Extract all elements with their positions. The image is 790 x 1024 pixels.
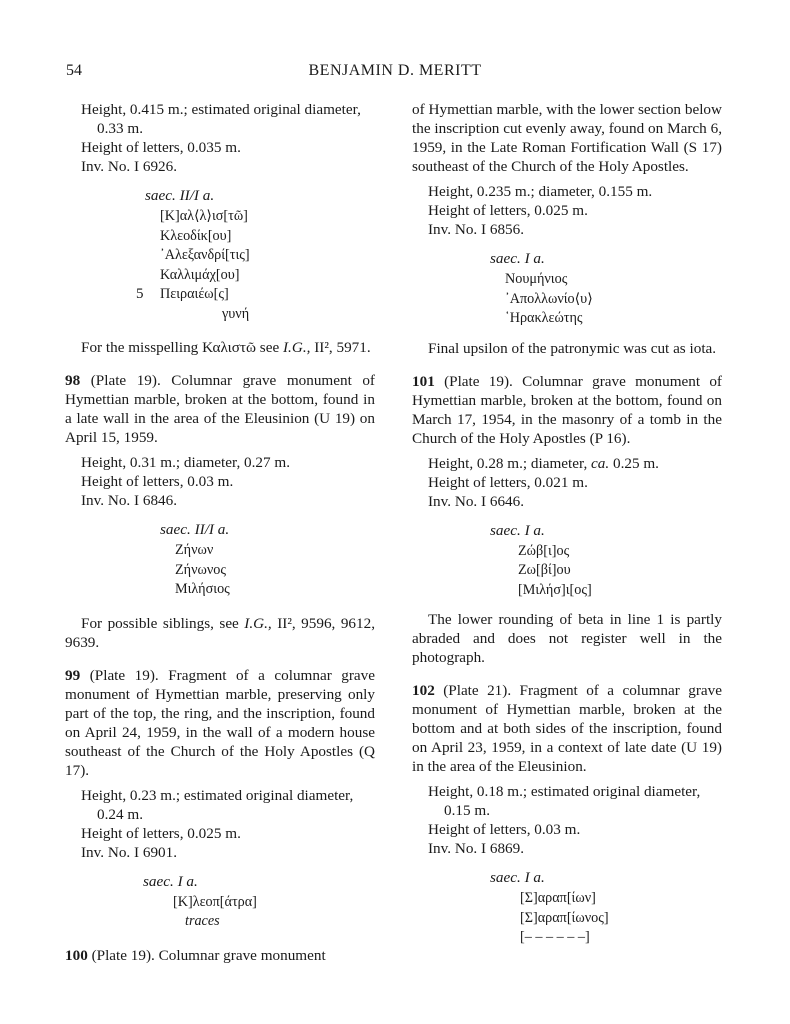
measure-line: Height of letters, 0.035 m. — [81, 139, 241, 156]
entry-100-text-block — [412, 249, 722, 329]
measure-line: Height of letters, 0.03 m. — [81, 473, 234, 490]
measure-line: 0.15 m. — [444, 802, 490, 819]
greek-line: Ζήνωνος — [175, 561, 226, 578]
measure-line: Height, 0.31 m.; diameter, 0.27 m. — [81, 454, 291, 471]
entry-98-text-block — [65, 520, 375, 600]
measure-line: 0.24 m. — [97, 805, 143, 823]
entry-98-description: 98 (Plate 19). Columnar grave monument of Hymettian marble, broken at the bottom, found in a late wall in the area of the Eleusinion (U 19) on April 15, 1959. — [65, 372, 375, 446]
entry-97-text-block — [65, 186, 375, 324]
entry-99-description: 99 (Plate 19). Fragment of a columnar grave monument of Hymettian marble, preserving only part of the top, the ring, and the inscription, found on April 24, 1959, in the wall of a modern house southeast of the Church of the Holy Apostles (Q 17). — [65, 666, 375, 779]
measure-line: Inv. No. I 6901. — [81, 843, 178, 861]
left-column — [65, 100, 375, 965]
greek-line: ᾽Αλεξανδρί[τις] — [160, 247, 250, 263]
greek-line: Ζω[βί]ου — [518, 562, 571, 578]
entry-101-text-block — [412, 521, 722, 601]
greek-line: Ζήνων — [175, 542, 214, 558]
entry-102-description: 102 (Plate 21). Fragment of a columnar grave monument of Hymettian marble, broken at the bottom and at both sides of the inscription, found on April 23, 1959, in a context of late date (U 19) in the area of the Eleusinion. — [412, 682, 722, 775]
saec-date: saec. I a. — [490, 250, 545, 267]
measure-line: Height, 0.235 m.; diameter, 0.155 m. — [428, 183, 653, 200]
measure-line: Height of letters, 0.021 m. — [428, 473, 588, 491]
entry-100-note: Final upsilon of the patronymic was cut as iota. — [428, 339, 717, 357]
greek-line: Νουμήνιος — [505, 271, 568, 287]
saec-date: saec. I a. — [490, 521, 545, 539]
measure-line: Inv. No. I 6856. — [428, 221, 525, 238]
entry-number: 102 — [412, 682, 435, 699]
measure-line: Inv. No. I 6869. — [428, 840, 525, 857]
right-column — [412, 100, 722, 948]
entry-number: 99 — [65, 666, 81, 684]
greek-line: [Κ]λεοπ[άτρα] — [173, 893, 257, 910]
line-number: 5 — [136, 286, 144, 302]
entry-97-note: For the misspelling Καλιστῶ see I.G., II², 5971. — [81, 339, 371, 356]
measure-line: 0.33 m. — [97, 120, 143, 137]
entry-99-text-block — [65, 872, 375, 932]
entry-number: 101 — [412, 372, 435, 390]
measure-line: Height, 0.28 m.; diameter, ca. 0.25 m. — [428, 454, 659, 472]
measure-line: Inv. No. I 6646. — [428, 492, 525, 510]
greek-line: Καλλιμάχ[ου] — [160, 266, 240, 283]
entry-102-text-block — [412, 868, 722, 948]
greek-line: ᾽Απολλωνίο⟨υ⟩ — [505, 290, 593, 307]
greek-line: [Σ]αραπ[ίωνος] — [520, 909, 609, 926]
entry-number: 100 — [65, 946, 88, 964]
page-number: 54 — [66, 62, 82, 79]
greek-line: [Σ]αραπ[ίων] — [520, 890, 596, 906]
greek-line: γυνή — [222, 305, 250, 322]
saec-date: saec. II/I a. — [145, 187, 215, 204]
saec-date: saec. I a. — [143, 872, 198, 890]
measure-line: Height of letters, 0.025 m. — [428, 202, 588, 219]
saec-date: saec. I a. — [490, 869, 545, 886]
greek-line: [– – – – – –] — [520, 929, 590, 945]
greek-line — [136, 285, 375, 305]
entry-97-measurements — [65, 100, 375, 176]
greek-line: Ζώβ[ι]ος — [518, 542, 570, 559]
running-head: BENJAMIN D. MERITT — [308, 62, 482, 79]
entry-100-measurements — [412, 182, 722, 239]
entry-101-note: The lower rounding of beta in line 1 is partly abraded and does not register well in the photograph. — [412, 611, 722, 666]
entry-number: 98 — [65, 372, 81, 389]
entry-101-description: 101 (Plate 19). Columnar grave monument of Hymettian marble, broken at the bottom, found on March 17, 1954, in the masonry of a tomb in the Church of the Holy Apostles (P 16). — [412, 372, 722, 447]
measure-line: Height, 0.415 m.; estimated original diameter, — [81, 101, 361, 118]
greek-text: Πειραιέω[ς] — [160, 286, 229, 302]
entry-99-measurements — [65, 786, 375, 862]
measure-line: Height, 0.23 m.; estimated original diameter, — [81, 786, 354, 804]
entry-100-start: 100 (Plate 19). Columnar grave monument — [65, 946, 326, 964]
entry-101-measurements — [412, 454, 722, 511]
measure-line: Inv. No. I 6926. — [81, 158, 178, 175]
greek-word: Καλιστῶ — [202, 339, 256, 356]
greek-line: ῾Ηρακλεώτης — [505, 310, 583, 326]
measure-line: Inv. No. I 6846. — [81, 492, 178, 509]
greek-line: Μιλήσιος — [175, 581, 230, 597]
entry-98-note: For possible siblings, see I.G., II², 9596, 9612, 9639. — [65, 614, 376, 651]
entry-98-measurements — [65, 453, 375, 510]
measure-line: Height of letters, 0.025 m. — [81, 824, 241, 842]
greek-line: [Μιλήσ]ι[ος] — [518, 581, 592, 598]
greek-line: Κλεοδίκ[ου] — [160, 227, 232, 244]
greek-line: [Κ]αλ⟨λ⟩ισ[τῶ] — [160, 208, 248, 224]
traces-note: traces — [185, 913, 220, 929]
entry-100-description: of Hymettian marble, with the lower section below the inscription cut evenly away, found on March 6, 1959, in the Late Roman Fortification Wall (S 17) southeast of the Church of the Holy Apostles. — [412, 101, 722, 175]
entry-102-measurements — [412, 782, 722, 858]
saec-date: saec. II/I a. — [160, 521, 230, 538]
measure-line: Height of letters, 0.03 m. — [428, 821, 581, 838]
measure-line: Height, 0.18 m.; estimated original diameter, — [428, 783, 701, 800]
